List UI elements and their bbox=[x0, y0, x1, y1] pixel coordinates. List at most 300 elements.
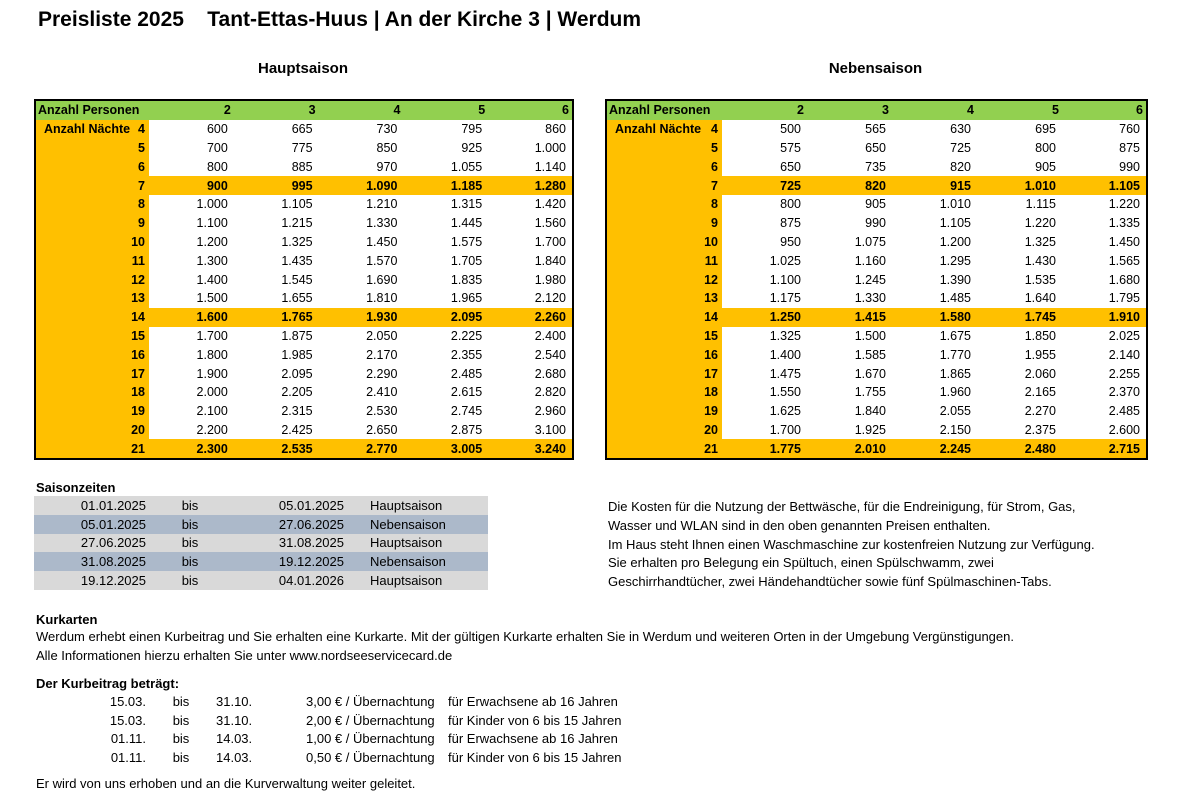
price-cell: 1.500 bbox=[149, 289, 234, 308]
included-costs-info bbox=[608, 498, 1095, 592]
price-cell: 665 bbox=[234, 120, 319, 139]
price-row bbox=[606, 364, 1147, 383]
nights-cell bbox=[35, 139, 149, 158]
price-cell: 3.100 bbox=[488, 421, 573, 440]
persons-count: 6 bbox=[1062, 100, 1147, 120]
nights-count: 5 bbox=[711, 140, 718, 155]
price-cell: 2.650 bbox=[319, 421, 404, 440]
season-from: 05.01.2025 bbox=[34, 515, 150, 534]
nights-cell bbox=[35, 195, 149, 214]
price-cell: 2.875 bbox=[403, 421, 488, 440]
price-row bbox=[35, 233, 573, 252]
price-cell: 1.535 bbox=[977, 270, 1062, 289]
price-row bbox=[606, 308, 1147, 327]
price-cell: 2.095 bbox=[403, 308, 488, 327]
price-cell: 1.330 bbox=[319, 214, 404, 233]
price-row bbox=[35, 214, 573, 233]
price-cell: 1.910 bbox=[1062, 308, 1147, 327]
price-cell: 1.925 bbox=[807, 421, 892, 440]
nights-cell bbox=[35, 233, 149, 252]
price-cell: 1.330 bbox=[807, 289, 892, 308]
price-cell: 2.680 bbox=[488, 364, 573, 383]
price-cell: 1.325 bbox=[977, 233, 1062, 252]
nights-count: 10 bbox=[131, 234, 145, 249]
nights-count: 8 bbox=[711, 197, 718, 212]
price-cell: 2.300 bbox=[149, 439, 234, 459]
persons-count: 2 bbox=[149, 100, 234, 120]
kurbeitrag-sep: bis bbox=[172, 750, 190, 766]
season-name: Hauptsaison bbox=[350, 571, 488, 590]
kurbeitrag-to: 31.10. bbox=[216, 712, 253, 728]
price-cell: 2.425 bbox=[234, 421, 319, 440]
nebensaison-price-table bbox=[605, 99, 1148, 460]
kurkarten-text bbox=[36, 628, 1014, 665]
price-cell: 1.100 bbox=[722, 270, 807, 289]
price-cell: 1.105 bbox=[234, 195, 319, 214]
info-line: Die Kosten für die Nutzung der Bettwäsche, für die Endreinigung, für Strom, Gas, bbox=[608, 499, 1076, 514]
nights-count: 15 bbox=[131, 328, 145, 343]
price-cell: 3.240 bbox=[488, 439, 573, 459]
price-cell: 1.485 bbox=[892, 289, 977, 308]
price-cell: 1.840 bbox=[488, 251, 573, 270]
kurbeitrag-to: 14.03. bbox=[216, 731, 253, 747]
nights-count: 12 bbox=[131, 272, 145, 287]
nights-count: 19 bbox=[131, 404, 145, 419]
nights-count: 11 bbox=[704, 253, 718, 268]
kurbeitrag-from: 15.03. bbox=[109, 712, 146, 728]
price-cell: 650 bbox=[722, 157, 807, 176]
price-cell: 1.850 bbox=[977, 327, 1062, 346]
price-cell: 1.770 bbox=[892, 345, 977, 364]
nights-cell bbox=[35, 345, 149, 364]
nights-count: 14 bbox=[131, 310, 145, 325]
nights-cell bbox=[35, 120, 149, 139]
price-row bbox=[606, 233, 1147, 252]
price-cell: 1.200 bbox=[149, 233, 234, 252]
price-cell: 1.745 bbox=[977, 308, 1062, 327]
nights-count: 6 bbox=[138, 159, 145, 174]
price-cell: 2.745 bbox=[403, 402, 488, 421]
price-cell: 1.625 bbox=[722, 402, 807, 421]
nights-cell bbox=[35, 364, 149, 383]
price-cell: 2.600 bbox=[1062, 421, 1147, 440]
nights-cell bbox=[606, 176, 722, 195]
price-cell: 1.390 bbox=[892, 270, 977, 289]
price-cell: 1.690 bbox=[319, 270, 404, 289]
price-row bbox=[35, 157, 573, 176]
price-row bbox=[35, 308, 573, 327]
price-table-body bbox=[35, 100, 573, 459]
kurbeitrag-group: für Kinder von 6 bis 15 Jahren bbox=[448, 750, 622, 766]
price-row bbox=[35, 176, 573, 195]
nights-count: 4 bbox=[138, 122, 145, 137]
kurbeitrag-to: 14.03. bbox=[216, 750, 253, 766]
price-row bbox=[606, 270, 1147, 289]
nights-cell bbox=[606, 195, 722, 214]
price-cell: 1.010 bbox=[892, 195, 977, 214]
kurbeitrag-row bbox=[36, 692, 688, 711]
price-cell: 2.150 bbox=[892, 421, 977, 440]
price-cell: 970 bbox=[319, 157, 404, 176]
kurbeitrag-group: für Kinder von 6 bis 15 Jahren bbox=[448, 712, 622, 728]
nights-cell bbox=[606, 251, 722, 270]
price-table-body bbox=[606, 100, 1147, 459]
nights-count: 20 bbox=[131, 422, 145, 437]
price-cell: 990 bbox=[1062, 157, 1147, 176]
price-cell: 1.415 bbox=[807, 308, 892, 327]
price-cell: 1.475 bbox=[722, 364, 807, 383]
price-cell: 2.355 bbox=[403, 345, 488, 364]
price-cell: 1.680 bbox=[1062, 270, 1147, 289]
price-cell: 800 bbox=[722, 195, 807, 214]
price-cell: 1.115 bbox=[977, 195, 1062, 214]
price-cell: 1.640 bbox=[977, 289, 1062, 308]
kurbeitrag-row bbox=[36, 730, 688, 749]
price-cell: 1.700 bbox=[488, 233, 573, 252]
price-row bbox=[35, 364, 573, 383]
nights-count: 7 bbox=[138, 178, 145, 193]
price-cell: 1.900 bbox=[149, 364, 234, 383]
season-row bbox=[34, 571, 488, 590]
price-cell: 2.260 bbox=[488, 308, 573, 327]
price-cell: 2.960 bbox=[488, 402, 573, 421]
saisonzeiten-title: Saisonzeiten bbox=[36, 480, 116, 495]
nights-cell bbox=[606, 214, 722, 233]
nights-count: 18 bbox=[131, 385, 145, 400]
price-cell: 1.700 bbox=[149, 327, 234, 346]
price-cell: 1.575 bbox=[403, 233, 488, 252]
price-cell: 800 bbox=[977, 139, 1062, 158]
kurbeitrag-row bbox=[36, 711, 688, 730]
persons-count: 3 bbox=[807, 100, 892, 120]
price-cell: 905 bbox=[977, 157, 1062, 176]
price-cell: 1.315 bbox=[403, 195, 488, 214]
info-line: Im Haus steht Ihnen einen Waschmaschine zur kostenfreien Nutzung zur Verfügung. bbox=[608, 536, 1095, 552]
persons-count: 3 bbox=[234, 100, 319, 120]
price-cell: 820 bbox=[807, 176, 892, 195]
price-cell: 2.100 bbox=[149, 402, 234, 421]
price-cell: 875 bbox=[1062, 139, 1147, 158]
price-cell: 1.105 bbox=[1062, 176, 1147, 195]
price-cell: 1.445 bbox=[403, 214, 488, 233]
nights-cell bbox=[35, 421, 149, 440]
price-cell: 725 bbox=[722, 176, 807, 195]
nights-cell bbox=[35, 176, 149, 195]
price-row bbox=[35, 327, 573, 346]
nights-count: 8 bbox=[138, 197, 145, 212]
nights-count: 18 bbox=[704, 385, 718, 400]
price-cell: 800 bbox=[149, 157, 234, 176]
price-cell: 1.075 bbox=[807, 233, 892, 252]
price-cell: 995 bbox=[234, 176, 319, 195]
nights-cell bbox=[606, 327, 722, 346]
season-row bbox=[34, 515, 488, 534]
footer-note: Er wird von uns erhoben und an die Kurverwaltung weiter geleitet. bbox=[36, 776, 416, 791]
price-row bbox=[606, 421, 1147, 440]
price-cell: 1.865 bbox=[892, 364, 977, 383]
hauptsaison-price-table bbox=[34, 99, 574, 460]
price-row bbox=[606, 195, 1147, 214]
price-row bbox=[35, 421, 573, 440]
kurbeitrag-sep: bis bbox=[172, 693, 190, 709]
price-cell: 2.055 bbox=[892, 402, 977, 421]
season-sep: bis bbox=[150, 552, 230, 571]
price-row bbox=[35, 195, 573, 214]
price-cell: 905 bbox=[807, 195, 892, 214]
price-cell: 1.025 bbox=[722, 251, 807, 270]
price-cell: 2.255 bbox=[1062, 364, 1147, 383]
price-cell: 1.000 bbox=[149, 195, 234, 214]
nights-count: 17 bbox=[131, 366, 145, 381]
price-cell: 2.245 bbox=[892, 439, 977, 459]
season-from: 19.12.2025 bbox=[34, 571, 150, 590]
price-cell: 1.250 bbox=[722, 308, 807, 327]
nights-count: 5 bbox=[138, 140, 145, 155]
nights-cell bbox=[606, 439, 722, 459]
nights-cell bbox=[606, 120, 722, 139]
price-cell: 1.185 bbox=[403, 176, 488, 195]
kurbeitrag-group: für Erwachsene ab 16 Jahren bbox=[448, 731, 618, 747]
season-name: Hauptsaison bbox=[350, 496, 488, 515]
kurbeitrag-table bbox=[36, 692, 688, 767]
price-cell: 730 bbox=[319, 120, 404, 139]
price-cell: 885 bbox=[234, 157, 319, 176]
persons-header-row bbox=[35, 100, 573, 120]
price-cell: 1.560 bbox=[488, 214, 573, 233]
season-to: 19.12.2025 bbox=[230, 552, 350, 571]
price-cell: 2.170 bbox=[319, 345, 404, 364]
price-cell: 3.005 bbox=[403, 439, 488, 459]
price-cell: 1.055 bbox=[403, 157, 488, 176]
nights-cell bbox=[35, 251, 149, 270]
price-cell: 2.270 bbox=[977, 402, 1062, 421]
kurbeitrag-price: 0,50 € / Übernachtung bbox=[306, 750, 435, 766]
nights-count: 14 bbox=[704, 310, 718, 325]
price-row bbox=[606, 439, 1147, 459]
season-to: 05.01.2025 bbox=[230, 496, 350, 515]
price-cell: 850 bbox=[319, 139, 404, 158]
persons-header-row bbox=[606, 100, 1147, 120]
nights-count: 21 bbox=[704, 441, 718, 456]
persons-count: 6 bbox=[488, 100, 573, 120]
price-cell: 2.050 bbox=[319, 327, 404, 346]
price-cell: 1.965 bbox=[403, 289, 488, 308]
price-cell: 1.500 bbox=[807, 327, 892, 346]
price-cell: 775 bbox=[234, 139, 319, 158]
price-cell: 760 bbox=[1062, 120, 1147, 139]
price-cell: 1.420 bbox=[488, 195, 573, 214]
price-cell: 820 bbox=[892, 157, 977, 176]
price-row bbox=[35, 289, 573, 308]
price-cell: 1.220 bbox=[977, 214, 1062, 233]
price-cell: 1.295 bbox=[892, 251, 977, 270]
info-line: Wasser und WLAN sind in den oben genannten Preisen enthalten. bbox=[608, 517, 991, 533]
price-row bbox=[606, 120, 1147, 139]
kurbeitrag-price: 1,00 € / Übernachtung bbox=[306, 731, 435, 747]
price-cell: 2.060 bbox=[977, 364, 1062, 383]
season-name: Nebensaison bbox=[350, 515, 488, 534]
price-cell: 1.105 bbox=[892, 214, 977, 233]
hauptsaison-title: Hauptsaison bbox=[257, 60, 348, 77]
price-cell: 1.980 bbox=[488, 270, 573, 289]
persons-count: 4 bbox=[319, 100, 404, 120]
kurbeitrag-sep: bis bbox=[172, 731, 190, 747]
price-cell: 1.450 bbox=[319, 233, 404, 252]
nights-cell bbox=[35, 270, 149, 289]
price-cell: 900 bbox=[149, 176, 234, 195]
price-cell: 1.215 bbox=[234, 214, 319, 233]
price-cell: 2.225 bbox=[403, 327, 488, 346]
price-cell: 1.585 bbox=[807, 345, 892, 364]
price-row bbox=[606, 345, 1147, 364]
page-title: Preisliste 2025 Tant-Ettas-Huus | An der Kirche 3 | Werdum bbox=[38, 8, 642, 31]
price-cell: 2.375 bbox=[977, 421, 1062, 440]
nights-count: 19 bbox=[704, 404, 718, 419]
price-cell: 1.400 bbox=[149, 270, 234, 289]
season-to: 04.01.2026 bbox=[230, 571, 350, 590]
info-line: Geschirrhandtücher, zwei Händehandtücher sowie fünf Spülmaschinen-Tabs. bbox=[608, 574, 1052, 590]
season-to: 27.06.2025 bbox=[230, 515, 350, 534]
price-cell: 2.010 bbox=[807, 439, 892, 459]
price-cell: 2.205 bbox=[234, 383, 319, 402]
price-cell: 1.810 bbox=[319, 289, 404, 308]
price-cell: 2.290 bbox=[319, 364, 404, 383]
price-cell: 1.700 bbox=[722, 421, 807, 440]
nights-label: Anzahl Nächte bbox=[44, 122, 131, 137]
price-cell: 735 bbox=[807, 157, 892, 176]
price-cell: 2.140 bbox=[1062, 345, 1147, 364]
persons-count: 4 bbox=[892, 100, 977, 120]
price-cell: 575 bbox=[722, 139, 807, 158]
price-row bbox=[35, 345, 573, 364]
price-cell: 1.875 bbox=[234, 327, 319, 346]
price-cell: 1.200 bbox=[892, 233, 977, 252]
nights-cell bbox=[606, 233, 722, 252]
kurbeitrag-from: 01.11. bbox=[110, 750, 146, 766]
nights-count: 15 bbox=[704, 328, 718, 343]
nights-count: 7 bbox=[711, 178, 718, 193]
price-cell: 2.820 bbox=[488, 383, 573, 402]
price-cell: 565 bbox=[807, 120, 892, 139]
price-cell: 600 bbox=[149, 120, 234, 139]
season-name: Nebensaison bbox=[350, 552, 488, 571]
kurbeitrag-from: 01.11. bbox=[110, 731, 146, 747]
price-cell: 1.450 bbox=[1062, 233, 1147, 252]
price-cell: 1.000 bbox=[488, 139, 573, 158]
price-cell: 2.315 bbox=[234, 402, 319, 421]
price-cell: 1.775 bbox=[722, 439, 807, 459]
nights-cell bbox=[35, 383, 149, 402]
price-cell: 1.655 bbox=[234, 289, 319, 308]
price-cell: 915 bbox=[892, 176, 977, 195]
price-cell: 1.800 bbox=[149, 345, 234, 364]
price-cell: 1.705 bbox=[403, 251, 488, 270]
nights-cell bbox=[606, 308, 722, 327]
price-cell: 2.540 bbox=[488, 345, 573, 364]
nights-count: 16 bbox=[704, 347, 718, 362]
season-row bbox=[34, 496, 488, 515]
price-cell: 1.755 bbox=[807, 383, 892, 402]
season-to: 31.08.2025 bbox=[230, 534, 350, 553]
price-row bbox=[35, 402, 573, 421]
price-cell: 795 bbox=[403, 120, 488, 139]
price-cell: 1.280 bbox=[488, 176, 573, 195]
price-row bbox=[606, 157, 1147, 176]
nights-cell bbox=[35, 214, 149, 233]
nights-cell bbox=[606, 421, 722, 440]
kurkarten-line: Werdum erhebt einen Kurbeitrag und Sie erhalten eine Kurkarte. Mit der gültigen Kurkarte erhalten Sie in Werdum und weiteren Orten in der Umgebung Vergünstigungen. bbox=[36, 629, 1014, 644]
price-cell: 2.535 bbox=[234, 439, 319, 459]
price-cell: 2.615 bbox=[403, 383, 488, 402]
price-row bbox=[35, 251, 573, 270]
season-from: 31.08.2025 bbox=[34, 552, 150, 571]
price-cell: 1.545 bbox=[234, 270, 319, 289]
price-row bbox=[35, 439, 573, 459]
nights-count: 20 bbox=[704, 422, 718, 437]
price-cell: 1.090 bbox=[319, 176, 404, 195]
season-name: Hauptsaison bbox=[350, 534, 488, 553]
price-cell: 2.025 bbox=[1062, 327, 1147, 346]
kurbeitrag-row bbox=[36, 748, 688, 767]
price-cell: 650 bbox=[807, 139, 892, 158]
price-row bbox=[606, 327, 1147, 346]
price-row bbox=[606, 289, 1147, 308]
nights-count: 16 bbox=[131, 347, 145, 362]
nights-cell bbox=[606, 345, 722, 364]
price-cell: 1.840 bbox=[807, 402, 892, 421]
price-row bbox=[606, 139, 1147, 158]
price-row bbox=[606, 251, 1147, 270]
price-cell: 1.600 bbox=[149, 308, 234, 327]
kurbeitrag-from: 15.03. bbox=[109, 693, 146, 709]
price-row bbox=[35, 383, 573, 402]
price-cell: 1.430 bbox=[977, 251, 1062, 270]
price-cell: 2.485 bbox=[403, 364, 488, 383]
price-cell: 500 bbox=[722, 120, 807, 139]
price-cell: 2.000 bbox=[149, 383, 234, 402]
price-cell: 1.960 bbox=[892, 383, 977, 402]
nights-cell bbox=[35, 308, 149, 327]
season-row bbox=[34, 552, 488, 571]
persons-header-label: Anzahl Personen bbox=[35, 100, 149, 120]
price-row bbox=[606, 383, 1147, 402]
season-sep: bis bbox=[150, 571, 230, 590]
info-line: Sie erhalten pro Belegung ein Spültuch, einen Spülschwamm, zwei bbox=[608, 555, 994, 571]
kurbeitrag-to: 31.10. bbox=[216, 693, 253, 709]
nights-count: 12 bbox=[704, 272, 718, 287]
price-cell: 630 bbox=[892, 120, 977, 139]
nebensaison-title: Nebensaison bbox=[828, 60, 923, 77]
price-cell: 1.140 bbox=[488, 157, 573, 176]
price-cell: 2.120 bbox=[488, 289, 573, 308]
price-cell: 1.160 bbox=[807, 251, 892, 270]
kurbeitrag-price: 2,00 € / Übernachtung bbox=[306, 712, 435, 728]
price-cell: 2.480 bbox=[977, 439, 1062, 459]
price-cell: 2.770 bbox=[319, 439, 404, 459]
price-cell: 1.670 bbox=[807, 364, 892, 383]
price-row bbox=[35, 139, 573, 158]
price-cell: 950 bbox=[722, 233, 807, 252]
season-from: 27.06.2025 bbox=[34, 534, 150, 553]
price-cell: 1.570 bbox=[319, 251, 404, 270]
price-cell: 1.675 bbox=[892, 327, 977, 346]
price-cell: 2.165 bbox=[977, 383, 1062, 402]
price-cell: 1.300 bbox=[149, 251, 234, 270]
price-cell: 1.100 bbox=[149, 214, 234, 233]
nights-cell bbox=[35, 289, 149, 308]
kurbeitrag-sep: bis bbox=[172, 712, 190, 728]
price-row bbox=[35, 270, 573, 289]
